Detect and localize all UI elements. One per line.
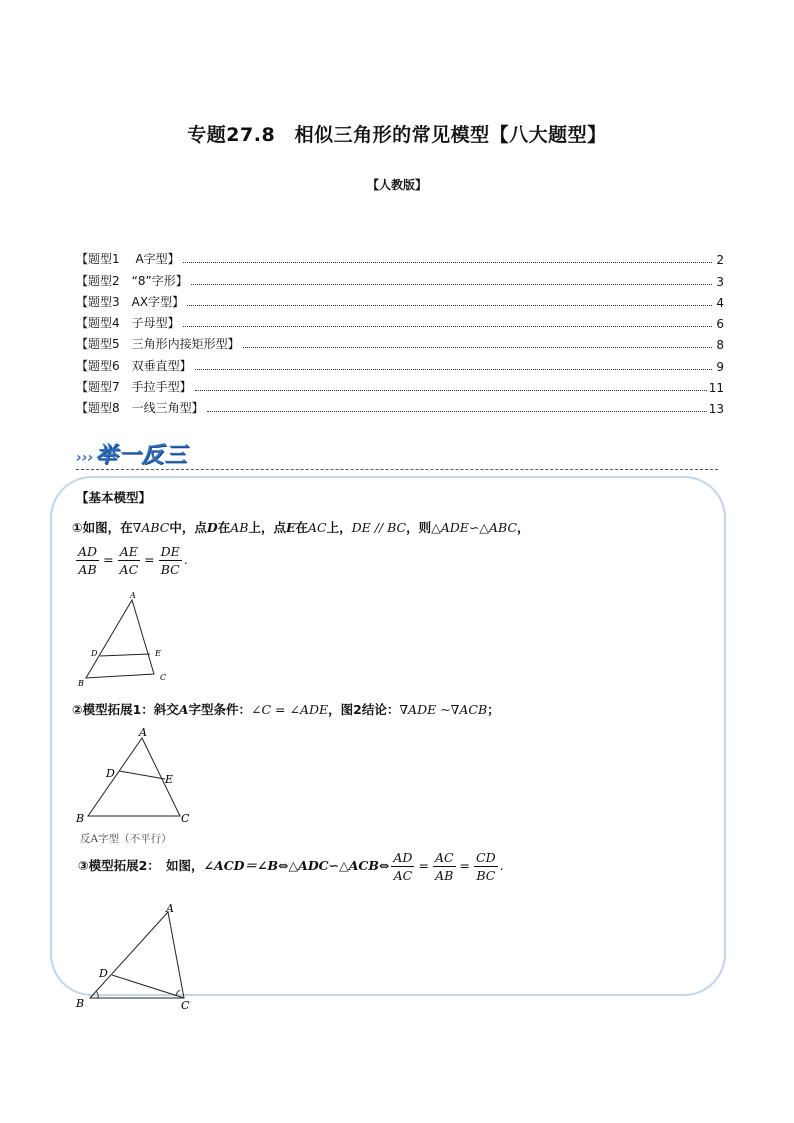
label-d: D	[91, 649, 98, 658]
model1-text: ①如图，在	[72, 520, 133, 535]
fraction-numerator: AD	[78, 544, 98, 559]
label-c: C	[181, 999, 190, 1012]
period: .	[183, 552, 188, 567]
math-letter: A	[178, 702, 189, 717]
toc-entry-3[interactable]	[76, 289, 724, 310]
math-similar: △ADE∽△ABC	[431, 520, 518, 535]
model1-text: 中，点	[169, 520, 207, 535]
toc-label: 【题型1 A字型】	[76, 252, 180, 267]
toc-leader	[243, 347, 712, 348]
toc-page: 3	[716, 274, 724, 289]
fraction-denominator: BC	[476, 868, 496, 883]
math-segment: AC	[308, 520, 327, 535]
fraction-denominator: BC	[160, 562, 180, 577]
toc-page: 11	[708, 381, 724, 396]
toc-entry-5[interactable]	[76, 331, 724, 352]
label-c: C	[181, 812, 190, 825]
model1-statement	[72, 518, 530, 536]
label-d: D	[99, 967, 108, 980]
toc-label: 【题型8 一线三角型】	[76, 401, 204, 416]
label-e: E	[165, 773, 174, 786]
model1-text: 在	[217, 520, 231, 535]
fraction-denominator: AB	[78, 562, 97, 577]
fraction-numerator: AE	[119, 544, 138, 559]
model2-text: ；	[487, 702, 500, 717]
section-banner	[76, 438, 206, 472]
toc-leader	[191, 284, 712, 285]
toc-entry-4[interactable]	[76, 310, 724, 331]
toc-leader	[183, 262, 712, 263]
fraction	[433, 850, 456, 883]
toc-page: 2	[716, 253, 724, 268]
toc-entry-1[interactable]	[76, 246, 724, 267]
equals-sign: =	[103, 552, 114, 567]
fraction-denominator: AC	[119, 562, 139, 577]
label-a: A	[130, 591, 136, 600]
math-triangle: ∇ABC	[132, 520, 170, 535]
toc-leader	[207, 411, 707, 412]
toc-leader	[187, 305, 712, 306]
model3-text: ③模型拓展2： 如图，	[78, 858, 204, 873]
toc-label: 【题型5 三角形内接矩形型】	[76, 337, 240, 352]
banner-arrows-icon: ›››	[76, 450, 94, 466]
toc-page: 9	[716, 359, 724, 374]
equals-sign: =	[144, 552, 155, 567]
fraction	[474, 850, 498, 883]
model1-text: ，则	[406, 520, 432, 535]
model2-statement	[72, 700, 500, 718]
fraction	[118, 544, 141, 577]
toc-label: 【题型6 双垂直型】	[76, 358, 192, 373]
math-condition: ∠C = ∠ADE	[251, 702, 329, 717]
period: .	[499, 858, 504, 873]
toc-page: 8	[716, 338, 724, 353]
dashed-divider	[76, 469, 718, 470]
figure-reverse-a-shape	[72, 726, 202, 848]
toc-label: 【题型7 手拉手型】	[76, 380, 192, 395]
toc-leader	[183, 326, 712, 327]
table-of-contents	[76, 246, 724, 416]
model3-statement	[78, 850, 504, 883]
banner-text: 举一反三	[95, 443, 188, 468]
math-parallel: DE // BC	[351, 520, 407, 535]
equals-sign: =	[418, 858, 429, 873]
toc-label: 【题型2 “8”字形】	[76, 273, 188, 288]
page-title: 专题27.8 相似三角形的常见模型【八大题型】	[187, 124, 607, 146]
toc-entry-6[interactable]	[76, 352, 724, 373]
math-conclusion: ∇ADE ~∇ACB	[399, 702, 488, 717]
math-point: E	[285, 520, 296, 535]
model1-ratios	[74, 544, 188, 577]
label-e: E	[155, 649, 161, 658]
fraction	[159, 544, 182, 577]
label-a: A	[166, 902, 174, 915]
fraction-numerator: AD	[393, 850, 413, 865]
toc-label: 【题型4 子母型】	[76, 316, 180, 331]
model1-text: ，	[517, 520, 530, 535]
figure-caption: 反A字型（不平行）	[80, 833, 172, 845]
toc-page: 13	[708, 402, 724, 417]
figure-mother-child	[72, 900, 202, 1014]
label-b: B	[76, 997, 85, 1010]
model1-text: 上，	[326, 520, 352, 535]
figure-a-shape	[72, 590, 172, 690]
label-d: D	[106, 767, 115, 780]
fraction	[391, 850, 414, 883]
model2-text: 字型条件：	[188, 702, 252, 717]
toc-entry-2[interactable]	[76, 267, 724, 288]
fraction	[76, 544, 99, 577]
toc-entry-7[interactable]	[76, 374, 724, 395]
section-heading: 【基本模型】	[76, 490, 152, 505]
model1-text: 上，点	[248, 520, 286, 535]
math-point: D	[206, 520, 218, 535]
fraction-numerator: CD	[476, 850, 496, 865]
toc-page: 4	[716, 295, 724, 310]
model2-text: ②模型拓展1：斜交	[72, 702, 179, 717]
edition-label: 【人教版】	[366, 178, 427, 192]
label-b: B	[76, 812, 85, 825]
equals-sign: =	[459, 858, 471, 873]
fraction-denominator: AC	[393, 868, 413, 883]
fraction-numerator: AC	[434, 850, 454, 865]
fraction-numerator: DE	[160, 544, 180, 559]
toc-entry-8[interactable]	[76, 395, 724, 416]
toc-label: 【题型3 AX字型】	[76, 294, 185, 309]
toc-leader	[195, 390, 707, 391]
toc-page: 6	[716, 317, 724, 332]
model2-text: ，图2结论：	[328, 702, 400, 717]
toc-leader	[195, 369, 712, 370]
label-b: B	[78, 679, 84, 688]
label-c: C	[160, 673, 167, 682]
label-a: A	[139, 726, 147, 739]
fraction-denominator: AB	[435, 868, 454, 883]
math-equivalence: ∠ACD＝∠B⇔△ADC∽△ACB⇔	[203, 858, 390, 873]
model1-text: 在	[295, 520, 308, 535]
math-segment: AB	[230, 520, 249, 535]
